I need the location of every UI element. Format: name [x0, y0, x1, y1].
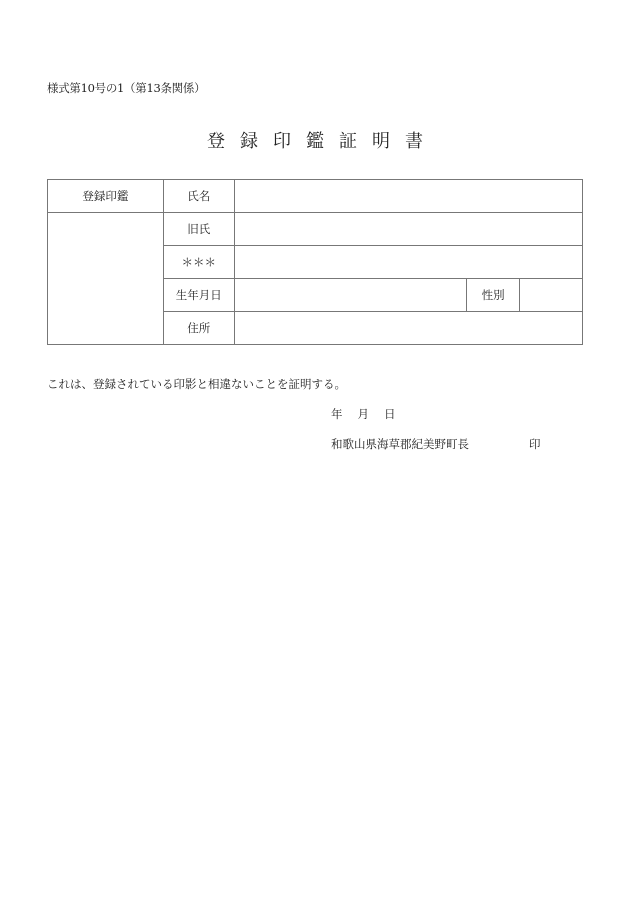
- label-birthdate: 生年月日: [163, 279, 234, 312]
- label-sex: 性別: [467, 279, 520, 312]
- value-name: [234, 180, 582, 213]
- value-birthdate: [234, 279, 467, 312]
- seal-mark: 印: [529, 437, 541, 451]
- label-name: 氏名: [163, 180, 234, 213]
- label-address: 住所: [163, 312, 234, 345]
- title-char: 明: [372, 131, 390, 152]
- date-line: [331, 406, 411, 422]
- label-former-name: 旧氏: [163, 213, 234, 246]
- value-former-name: [234, 213, 582, 246]
- seal-header: 登録印鑑: [48, 180, 164, 213]
- value-sex: [520, 279, 583, 312]
- title-char: 書: [405, 131, 423, 152]
- title-char: 証: [339, 131, 357, 152]
- label-masked: ＊＊＊: [163, 246, 234, 279]
- value-masked: [234, 246, 582, 279]
- seal-impression-area: [48, 213, 164, 345]
- form-number: 様式第10号の1（第13条関係）: [47, 81, 206, 95]
- certificate-table: [47, 179, 583, 345]
- table-row: [48, 180, 583, 213]
- title-char: 鑑: [306, 131, 324, 152]
- title-char: 録: [240, 131, 258, 152]
- date-month: 月: [357, 407, 369, 421]
- table-row: [48, 213, 583, 246]
- certification-statement: これは、登録されている印影と相違ないことを証明する。: [47, 377, 346, 391]
- date-year: 年: [331, 407, 343, 421]
- title-char: 登: [207, 131, 225, 152]
- signer-title: 和歌山県海草郡紀美野町長: [331, 437, 469, 451]
- document-title: [0, 127, 630, 153]
- date-day: 日: [384, 407, 396, 421]
- title-char: 印: [273, 131, 291, 152]
- value-address: [234, 312, 582, 345]
